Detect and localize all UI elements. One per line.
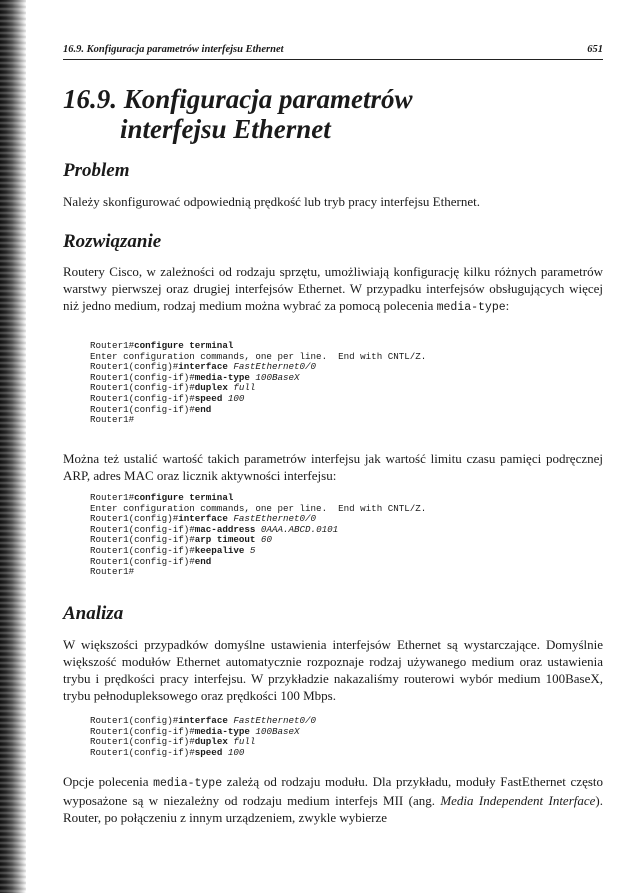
code-prompt: Router1#	[90, 414, 135, 426]
code-block-1	[90, 341, 426, 426]
code-command: media-type	[194, 725, 250, 737]
code-block-3	[90, 716, 316, 758]
running-header	[63, 44, 603, 55]
code-argument: 60	[255, 534, 272, 546]
analysis-paragraph-2	[63, 773, 603, 826]
code-prompt: Router1(config-if)#	[90, 725, 195, 737]
code-argument: 100BaseX	[249, 371, 300, 383]
code-command: configure terminal	[134, 340, 234, 351]
code-argument: FastEthernet0/0	[227, 715, 317, 726]
code-command: speed	[194, 392, 223, 404]
code-prompt: Router1(config-if)#	[90, 523, 195, 535]
code-prompt: Router1(config-if)#	[90, 544, 195, 556]
analysis-paragraph-1: W większości przypadków domyślne ustawienia interfejsów Ethernet są wystarczające. Domyślnie większość modułów Ethernet automatycznie rozpoznaje rodzaj używanego medium oraz ustawienia trybu i prędkości pracy interfejsu. W przykładzie nakazaliśmy routerowi wybór medium 100BaseX, trybu pełnodupleksowego oraz prędkości 100 Mbps.	[63, 637, 603, 703]
running-title: 16.9. Konfiguracja parametrów interfejsu Ethernet	[63, 44, 284, 55]
code-prompt: Enter configuration commands, one per line. End with CNTL/Z.	[90, 502, 427, 514]
code-prompt: Router1(config)#	[90, 361, 179, 373]
code-line	[90, 748, 316, 759]
code-argument: 100	[222, 392, 245, 404]
analysis-paragraph-2-end: ). Router, po połączeniu z innym urządzeniem, zwykle wybierze	[63, 793, 604, 825]
code-line	[90, 567, 426, 578]
problem-heading: Problem	[63, 160, 130, 181]
analysis-heading: Analiza	[63, 603, 124, 624]
code-command: interface	[178, 361, 228, 373]
code-command: duplex	[194, 382, 228, 394]
section-title-line2: interfejsu Ethernet	[120, 114, 331, 144]
section-title	[63, 84, 413, 144]
code-line	[90, 557, 426, 568]
solution-paragraph-1	[63, 263, 603, 316]
code-prompt: Router1(config-if)#	[90, 382, 195, 394]
code-prompt: Router1(config-if)#	[90, 534, 195, 546]
code-command: interface	[178, 715, 228, 726]
solution-paragraph-1-end: :	[505, 298, 510, 313]
code-command: interface	[178, 513, 228, 525]
solution-paragraph-1-text: Routery Cisco, w zależności od rodzaju sprzętu, umożliwiają konfigurację kilku różnych parametrów warstwy pierwszej oraz drugiej interfejsów Ethernet. W przypadku interfejsów obsługujących więcej niż jedno medium, rodzaj medium można wybrać za pomocą polecenia	[63, 264, 603, 313]
code-line	[90, 405, 426, 416]
code-command: arp timeout	[194, 534, 256, 546]
code-prompt: Router1(config)#	[90, 715, 179, 726]
code-prompt: Router1#	[90, 492, 135, 503]
solution-heading: Rozwiązanie	[63, 231, 162, 252]
code-argument: full	[227, 736, 256, 748]
code-prompt: Router1(config-if)#	[90, 555, 195, 567]
code-command: media-type	[194, 371, 250, 383]
code-prompt: Router1(config-if)#	[90, 371, 195, 383]
code-argument: 0AAA.ABCD.0101	[255, 523, 339, 535]
header-rule	[63, 59, 603, 60]
code-argument: 5	[244, 544, 256, 556]
code-argument: full	[227, 382, 256, 394]
code-prompt: Router1(config-if)#	[90, 403, 195, 415]
code-argument: 100BaseX	[249, 725, 300, 737]
analysis-paragraph-2-mid: zależą od rodzaju modułu. Dla przykładu, moduły FastEthernet często wyposażone są w niezależny od rodzaju medium interfejs MII (ang.	[63, 774, 604, 808]
code-prompt: Router1(config-if)#	[90, 392, 195, 404]
code-argument: FastEthernet0/0	[227, 513, 317, 525]
code-prompt: Router1(config-if)#	[90, 746, 195, 758]
code-command: keepalive	[194, 544, 245, 556]
code-command: speed	[194, 746, 223, 758]
code-prompt: Router1(config)#	[90, 513, 179, 525]
solution-paragraph-2: Można też ustalić wartość takich parametrów interfejsu jak wartość limitu czasu pamięci podręcznej ARP, adres MAC oraz licznik aktywności interfejsu:	[63, 451, 603, 483]
code-block-2	[90, 493, 426, 578]
page-number: 651	[587, 44, 603, 55]
section-title-line1: 16.9. Konfiguracja parametrów	[63, 84, 413, 114]
code-command: mac-address	[194, 523, 256, 535]
code-prompt: Router1#	[90, 340, 135, 351]
analysis-paragraph-2-italic: Media Independent Interface	[440, 793, 596, 808]
analysis-paragraph-2-start: Opcje polecenia	[63, 774, 149, 789]
inline-code-media-type-2: media-type	[153, 777, 223, 790]
code-line	[90, 415, 426, 426]
problem-text: Należy skonfigurować odpowiednią prędkość lub tryb pracy interfejsu Ethernet.	[63, 194, 480, 209]
code-prompt: Router1#	[90, 566, 135, 578]
code-argument: 100	[222, 746, 245, 758]
code-command: end	[194, 555, 212, 567]
book-spine-shadow	[0, 0, 26, 893]
code-prompt: Enter configuration commands, one per line. End with CNTL/Z.	[90, 350, 427, 362]
inline-code-media-type: media-type	[436, 301, 506, 314]
code-command: duplex	[194, 736, 228, 748]
code-command: end	[194, 403, 212, 415]
code-prompt: Router1(config-if)#	[90, 736, 195, 748]
code-argument: FastEthernet0/0	[227, 361, 317, 373]
code-command: configure terminal	[134, 492, 234, 503]
